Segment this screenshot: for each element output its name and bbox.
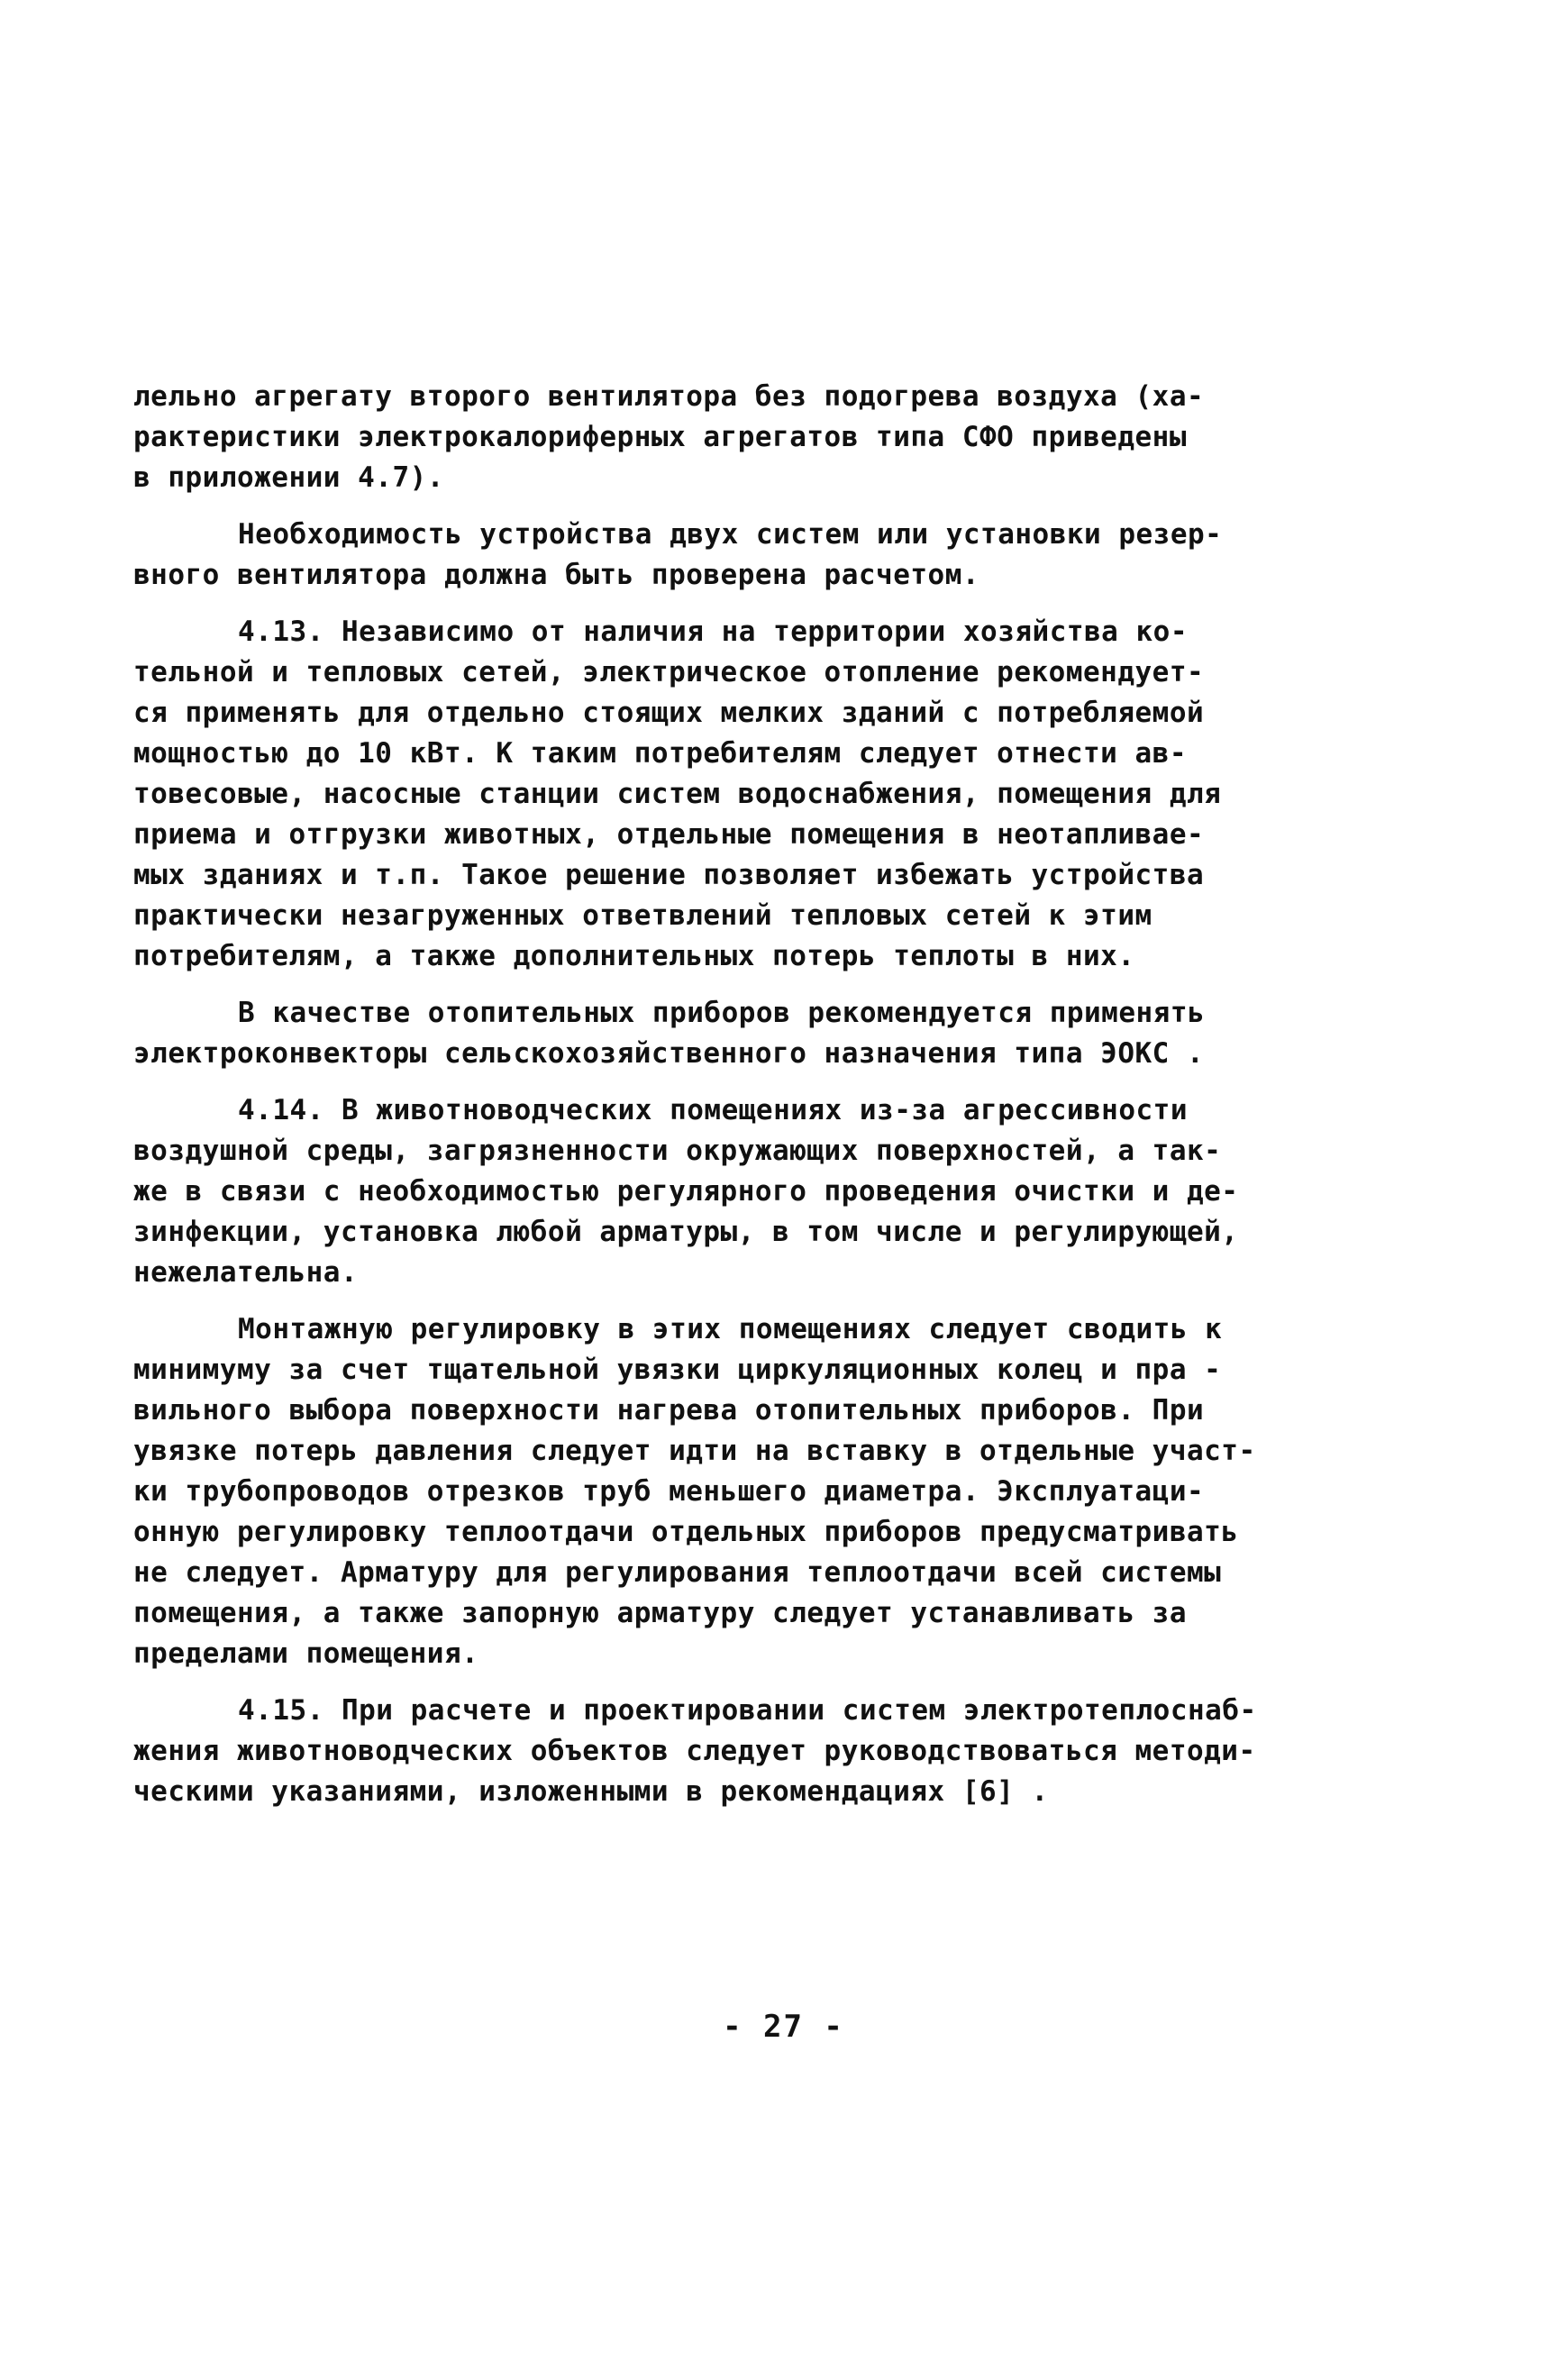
text-line: 4.15. При расчете и проектировании систем электротеплоснаб- (238, 1694, 1257, 1727)
text-line: 4.14. В животноводческих помещениях из-за агрессивности (238, 1094, 1188, 1126)
text-line: пределами помещения. (133, 1637, 479, 1670)
text-line: 4.13. Независимо от наличия на территории хозяйства ко- (238, 616, 1188, 648)
text-line: мых зданиях и т.п. Такое решение позволяет избежать устройства (133, 859, 1205, 891)
text-line: В качестве отопительных приборов рекомендуется применять (238, 997, 1206, 1029)
text-line: практически незагруженных ответвлений тепловых сетей к этим (133, 899, 1152, 932)
text-line: мощностью до 10 кВт. К таким потребителям следует отнести ав- (133, 737, 1187, 770)
text-line: Необходимость устройства двух систем или установки резер- (238, 518, 1223, 551)
paragraph (133, 1309, 1296, 1674)
paragraph (133, 612, 1296, 977)
text-line: вного вентилятора должна быть проверена расчетом. (133, 559, 980, 591)
text-line: нежелательна. (133, 1256, 359, 1289)
text-line: ческими указаниями, изложенными в рекомендациях [6] . (133, 1775, 1049, 1808)
text-line: же в связи с необходимостью регулярного проведения очистки и де- (133, 1175, 1239, 1208)
text-line: ки трубопроводов отрезков труб меньшего диаметра. Эксплуатаци- (133, 1475, 1205, 1508)
paragraph (133, 993, 1296, 1074)
text-line: воздушной среды, загрязненности окружающих поверхностей, а так- (133, 1135, 1222, 1167)
paragraph (133, 377, 1296, 498)
text-line: не следует. Арматуру для регулирования теплоотдачи всей системы (133, 1556, 1222, 1589)
text-line: Монтажную регулировку в этих помещениях следует сводить к (238, 1313, 1223, 1345)
text-line: лельно агрегату второго вентилятора без подогрева воздуха (ха- (133, 380, 1205, 413)
paragraph (133, 1090, 1296, 1293)
text-line: товесовые, насосные станции систем водоснабжения, помещения для (133, 778, 1222, 810)
text-line: помещения, а также запорную арматуру следует устанавливать за (133, 1597, 1187, 1629)
text-line: приема и отгрузки животных, отдельные помещения в неотапливае- (133, 818, 1205, 851)
text-line: ся применять для отдельно стоящих мелких зданий с потребляемой (133, 697, 1205, 729)
text-line: жения животноводческих объектов следует руководствоваться методи- (133, 1735, 1256, 1767)
text-line: потребителям, а также дополнительных потерь теплоты в них. (133, 940, 1135, 972)
paragraph (133, 515, 1296, 596)
text-line: электроконвекторы сельскохозяйственного назначения типа ЭОКС . (133, 1037, 1205, 1070)
text-line: вильного выбора поверхности нагрева отопительных приборов. При (133, 1394, 1205, 1427)
text-line: онную регулировку теплоотдачи отдельных приборов предусматривать (133, 1516, 1239, 1548)
text-line: тельной и тепловых сетей, электрическое отопление рекомендует- (133, 656, 1205, 688)
body-text (133, 377, 1296, 1828)
text-line: рактеристики электрокалориферных агрегатов типа СФО приведены (133, 421, 1187, 453)
text-line: в приложении 4.7). (133, 461, 444, 494)
text-line: зинфекции, установка любой арматуры, в том числе и регулирующей, (133, 1216, 1239, 1248)
text-line: минимуму за счет тщательной увязки циркуляционных колец и пра - (133, 1354, 1222, 1386)
text-line: увязке потерь давления следует идти на вставку в отдельные участ- (133, 1435, 1256, 1467)
paragraph (133, 1691, 1296, 1812)
page-number: - 27 - (723, 2009, 844, 2045)
